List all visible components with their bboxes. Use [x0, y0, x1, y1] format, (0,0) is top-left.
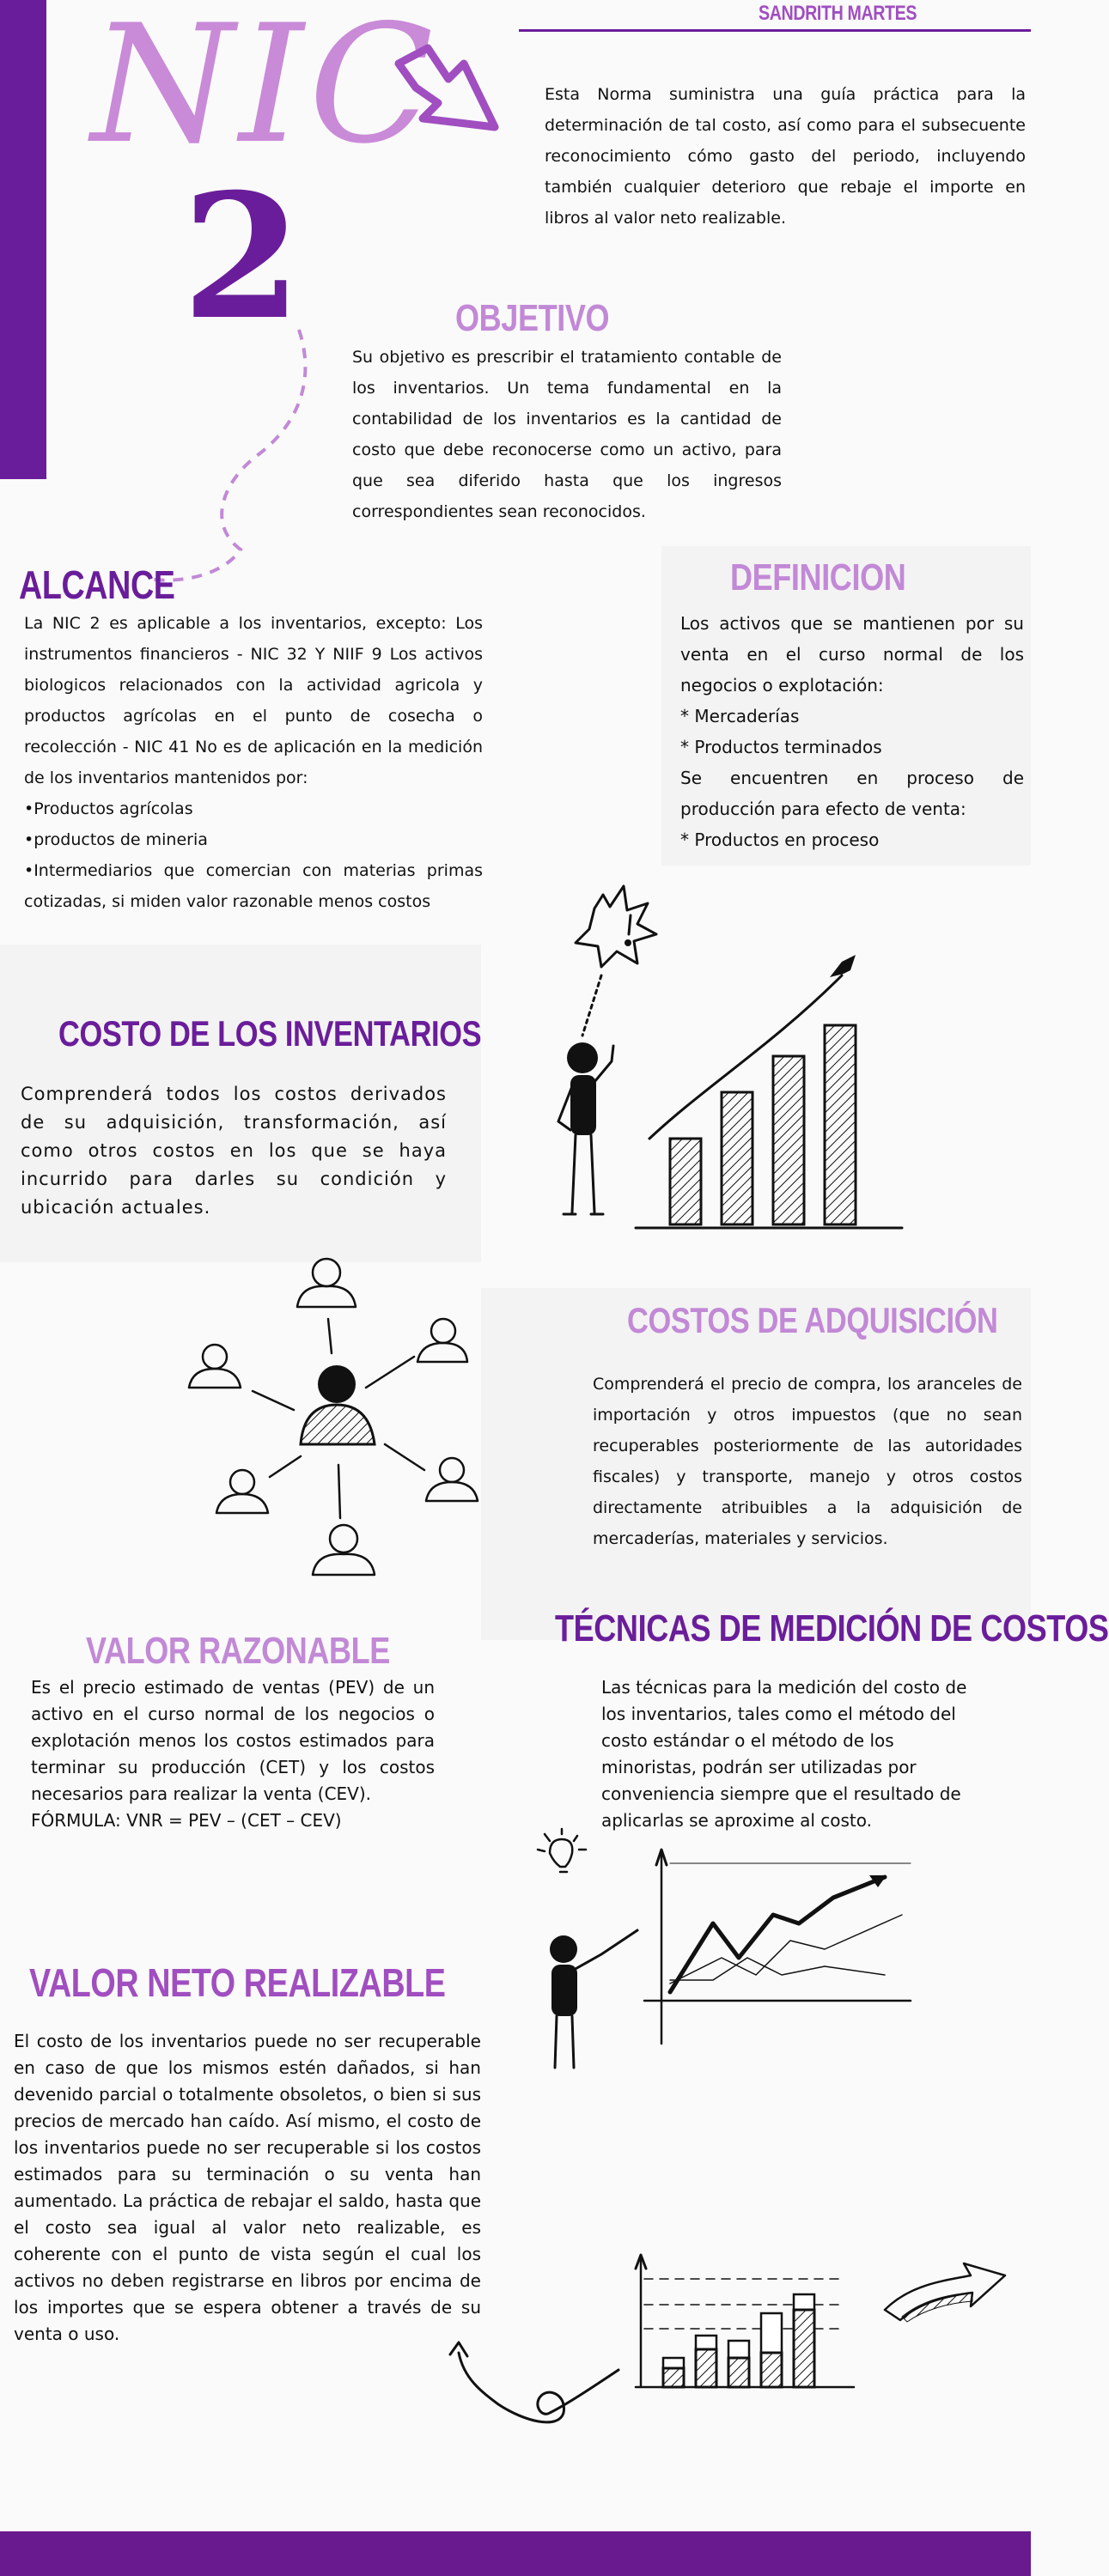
definicion-block	[680, 608, 1024, 855]
costos-adquisicion-paragraph: Comprenderá el precio de compra, los aranceles de importación y otros impuestos (que no sean recuperables posteriormente de las autoridades fiscales) y transporte, manejo y otros costos directamente atribuibles a la adquisición de mercaderías, materiales y servicios.	[593, 1375, 1022, 1548]
tecnicas-heading: TÉCNICAS DE MEDICIÓN DE COSTOS	[555, 1607, 1109, 1649]
valor-razonable-block	[31, 1674, 435, 1834]
person-chart-illustration	[541, 881, 911, 1250]
top-rule	[519, 29, 1031, 32]
line-chart-illustration	[524, 1829, 928, 2078]
valor-razonable-heading: VALOR RAZONABLE	[86, 1630, 390, 1672]
definicion-line: * Productos en proceso	[680, 829, 880, 850]
alcance-item: •productos de mineria	[24, 830, 208, 849]
vnr-heading: VALOR NETO REALIZABLE	[29, 1960, 446, 2005]
author-name: SANDRITH MARTES	[759, 2, 917, 25]
objetivo-heading: OBJETIVO	[455, 297, 610, 339]
objetivo-paragraph: Su objetivo es prescribir el tratamiento contable de los inventarios. Un tema fundamental en la contabilidad de los inventarios es la cantidad de costo que debe reconocerse como un activo, para que sea diferido hasta que los ingresos correspondientes sean reconocidos.	[352, 348, 782, 521]
alcance-item: •Productos agrícolas	[24, 799, 193, 818]
arrow-icon	[392, 45, 512, 139]
definicion-line: Se encuentren en proceso de producción para efecto de venta:	[680, 768, 1024, 819]
definicion-heading: DEFINICION	[730, 556, 906, 598]
definicion-line: Los activos que se mantienen por su venta en el curso normal de los negocios o explotación:	[680, 613, 1024, 696]
costo-inventarios-heading: COSTO DE LOS INVENTARIOS	[58, 1013, 482, 1054]
footer-bar	[0, 2531, 1031, 2576]
alcance-block	[24, 608, 483, 917]
title-nic: NIC	[91, 0, 439, 179]
tecnicas-paragraph: Las técnicas para la medición del costo de los inventarios, tales como el método del costo estándar o el método de los minoristas, podrán ser utilizadas por conveniencia siempre que el resultado de aplicarlas se aproxime al costo.	[601, 1677, 967, 1831]
alcance-paragraph: La NIC 2 es aplicable a los inventarios, excepto: Los instrumentos financieros - NIC 32 Y NIIF 9 Los activos biologicos relacionados con la actividad agricola y productos agrícolas en el punto de cosecha o recolección - NIC 41 No es de aplicación en la medición de los inventarios mantenidos por:	[24, 614, 483, 787]
valor-razonable-paragraph: Es el precio estimado de ventas (PEV) de un activo en el curso normal de los negocios o explotación menos los costos estimados para terminar su producción (CET) y los costos necesarios para realizar la venta (CEV).	[31, 1677, 435, 1804]
dashed-connector	[146, 326, 318, 584]
costos-adquisicion-heading: COSTOS DE ADQUISICIÓN	[627, 1300, 998, 1340]
costo-inventarios-paragraph: Comprenderá todos los costos derivados de su adquisición, transformación, así como otros costos en los que se haya incurrido para darles su condición y ubicación actuales.	[21, 1084, 447, 1218]
bar-chart-illustration	[447, 2241, 1031, 2439]
network-illustration	[180, 1250, 507, 1594]
valor-razonable-formula: FÓRMULA: VNR = PEV – (CET – CEV)	[31, 1810, 342, 1831]
title-number: 2	[182, 156, 302, 358]
left-accent-bar	[0, 0, 46, 479]
definicion-line: * Productos terminados	[680, 737, 882, 757]
alcance-heading: ALCANCE	[19, 562, 175, 607]
intro-paragraph: Esta Norma suministra una guía práctica para la determinación de tal costo, así como para el subsecuente reconocimiento cómo gasto del periodo, incluyendo también cualquier deterioro que rebaje el importe en libros al valor neto realizable.	[545, 85, 1026, 228]
definicion-line: * Mercaderías	[680, 706, 800, 726]
alcance-item: •Intermediarios que comercian con materias primas cotizadas, si miden valor razonable menos costos	[24, 861, 483, 911]
vnr-paragraph: El costo de los inventarios puede no ser recuperable en caso de que los mismos estén dañados, si han devenido parcial o totalmente obsoletos, o bien si sus precios de mercado han caído. Así mismo, el costo de los inventarios puede no ser recuperable si los costos estimados para su terminación o su venta han aumentado. La práctica de rebajar el saldo, hasta que el costo sea igual al valor neto realizable, es coherente con el punto de vista según el cual los activos no deben registrarse en libros por encima de los importes que se espera obtener a través de su venta o uso.	[14, 2031, 481, 2344]
